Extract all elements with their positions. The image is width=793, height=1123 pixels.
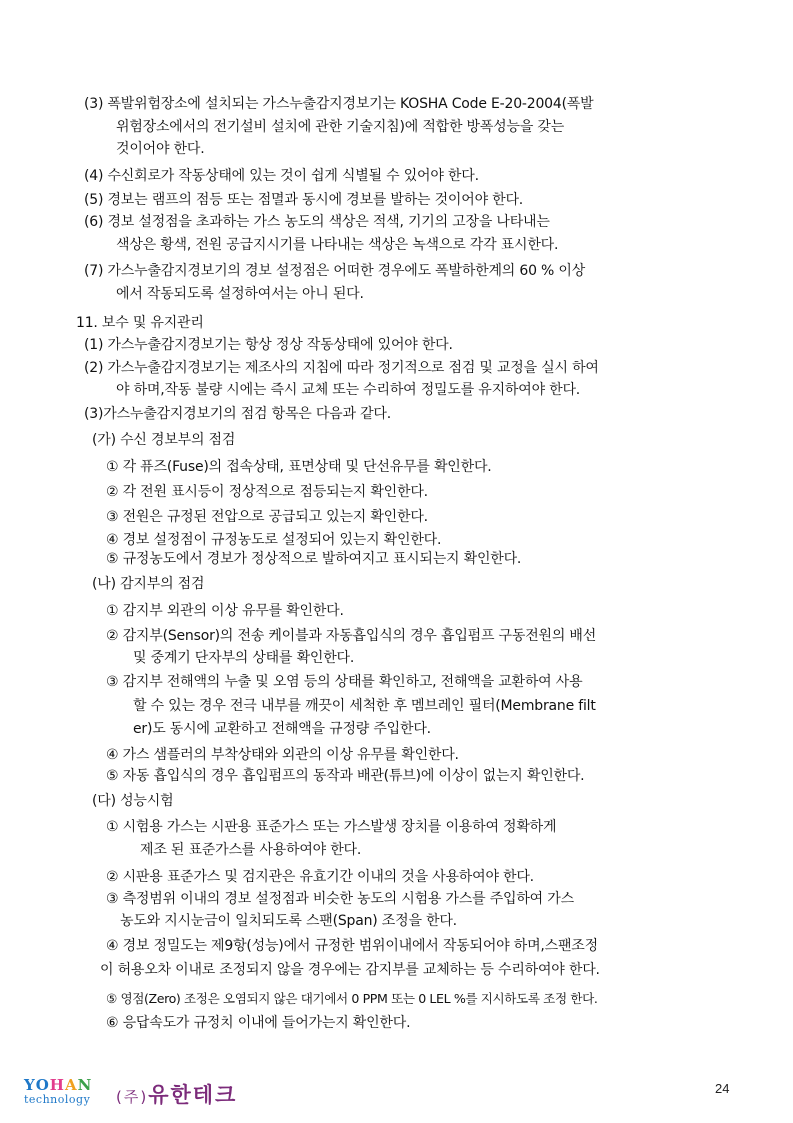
subsection-heading: (가) 수신 경보부의 점검 xyxy=(92,432,236,448)
text-line: 색상은 황색, 전원 공급지시기를 나타내는 색상은 녹색으로 각각 표시한다. xyxy=(116,237,559,253)
list-item: ⑤ 규정농도에서 경보가 정상적으로 발하여지고 표시되는지 확인한다. xyxy=(106,551,522,567)
list-item: ⑥ 응답속도가 규정치 이내에 들어가는지 확인한다. xyxy=(106,1015,411,1031)
list-item: 및 중계기 단자부의 상태를 확인한다. xyxy=(133,650,355,666)
logo-company-name: 유한테크 xyxy=(148,1083,238,1107)
list-item: ⑤ 자동 흡입식의 경우 흡입펌프의 동작과 배관(튜브)에 이상이 없는지 확인한다. xyxy=(106,768,585,784)
list-item: ① 감지부 외관의 이상 유무를 확인한다. xyxy=(106,603,344,619)
list-item: 제조 된 표준가스를 사용하여야 한다. xyxy=(140,842,362,858)
text-line: 에서 작동되도록 설정하여서는 아니 된다. xyxy=(116,286,364,302)
logo-letter-a: A xyxy=(64,1076,78,1094)
text-line: 위험장소에서의 전기설비 설치에 관한 기술지침)에 적합한 방폭성능을 갖는 xyxy=(116,119,565,135)
logo-letter-h: H xyxy=(49,1076,65,1094)
section-heading: 11. 보수 및 유지관리 xyxy=(76,315,204,331)
list-item: 농도와 지시눈금이 일치되도록 스팬(Span) 조정을 한다. xyxy=(120,913,457,929)
list-item: ① 시험용 가스는 시판용 표준가스 또는 가스발생 장치를 이용하여 정확하게 xyxy=(106,819,557,835)
list-item: ③ 전원은 규정된 전압으로 공급되고 있는지 확인한다. xyxy=(106,509,428,525)
text-line: (3) 폭발위험장소에 설치되는 가스누출감지경보기는 KOSHA Code E-20-2004(폭발 xyxy=(84,96,594,112)
logo-english xyxy=(24,1076,92,1094)
text-line: (2) 가스누출감지경보기는 제조사의 지침에 따라 정기적으로 점검 및 교정을 실시 하여 xyxy=(84,360,599,376)
list-item: ⑤ 영점(Zero) 조정은 오염되지 않은 대기에서 0 PPM 또는 0 LEL %를 지시하도록 조정 한다. xyxy=(106,991,598,1006)
list-item: 이 허용오차 이내로 조정되지 않을 경우에는 감지부를 교체하는 등 수리하여야 한다. xyxy=(100,962,600,978)
text-line: 것이어야 한다. xyxy=(116,141,205,157)
list-item: ③ 감지부 전해액의 누출 및 오염 등의 상태를 확인하고, 전해액을 교환하여 사용 xyxy=(106,674,583,690)
list-item: ② 각 전원 표시등이 정상적으로 점등되는지 확인한다. xyxy=(106,484,428,500)
logo-technology: technology xyxy=(24,1093,91,1106)
list-item: ① 각 퓨즈(Fuse)의 접속상태, 표면상태 및 단선유무를 확인한다. xyxy=(106,459,492,475)
list-item: ④ 경보 설정점이 규정농도로 설정되어 있는지 확인한다. xyxy=(106,532,442,548)
subsection-heading: (나) 감지부의 점검 xyxy=(92,576,205,592)
text-line: (3)가스누출감지경보기의 점검 항목은 다음과 같다. xyxy=(84,406,391,422)
page-number: 24 xyxy=(715,1081,730,1096)
text-line: (7) 가스누출감지경보기의 경보 설정점은 어떠한 경우에도 폭발하한계의 60 % 이상 xyxy=(84,263,586,279)
subsection-heading: (다) 성능시험 xyxy=(92,793,174,809)
text-line: (6) 경보 설정점을 초과하는 가스 농도의 색상은 적색, 기기의 고장을 나타내는 xyxy=(84,214,550,230)
logo-letters-yo: YO xyxy=(24,1076,50,1094)
text-line: 야 하며,작동 불량 시에는 즉시 교체 또는 수리하여 정밀도를 유지하여야 한다. xyxy=(116,382,581,398)
list-item: ② 감지부(Sensor)의 전송 케이블과 자동흡입식의 경우 흡입펌프 구동전원의 배선 xyxy=(106,628,597,644)
list-item: ④ 가스 샘플러의 부착상태와 외관의 이상 유무를 확인한다. xyxy=(106,747,459,763)
text-line: (5) 경보는 램프의 점등 또는 점멸과 동시에 경보를 발하는 것이어야 한다. xyxy=(84,192,524,208)
logo-letter-n: N xyxy=(77,1076,93,1094)
list-item: er)도 동시에 교환하고 전해액을 규정량 주입한다. xyxy=(133,721,431,737)
logo-corp-mark: (주) xyxy=(116,1088,149,1106)
text-line: (1) 가스누출감지경보기는 항상 정상 작동상태에 있어야 한다. xyxy=(84,337,453,353)
text-line: (4) 수신회로가 작동상태에 있는 것이 쉽게 식별될 수 있어야 한다. xyxy=(84,168,479,184)
logo-korean xyxy=(116,1079,237,1109)
list-item: ③ 측정범위 이내의 경보 설정점과 비슷한 농도의 시험용 가스를 주입하여 가스 xyxy=(106,891,574,907)
list-item: ② 시판용 표준가스 및 검지관은 유효기간 이내의 것을 사용하여야 한다. xyxy=(106,869,534,885)
list-item: 할 수 있는 경우 전극 내부를 깨끗이 세척한 후 멤브레인 필터(Membrane filt xyxy=(133,698,596,714)
list-item: ④ 경보 정밀도는 제9항(성능)에서 규정한 범위이내에서 작동되어야 하며,스팬조정 xyxy=(106,938,598,954)
company-logo xyxy=(24,1076,264,1110)
